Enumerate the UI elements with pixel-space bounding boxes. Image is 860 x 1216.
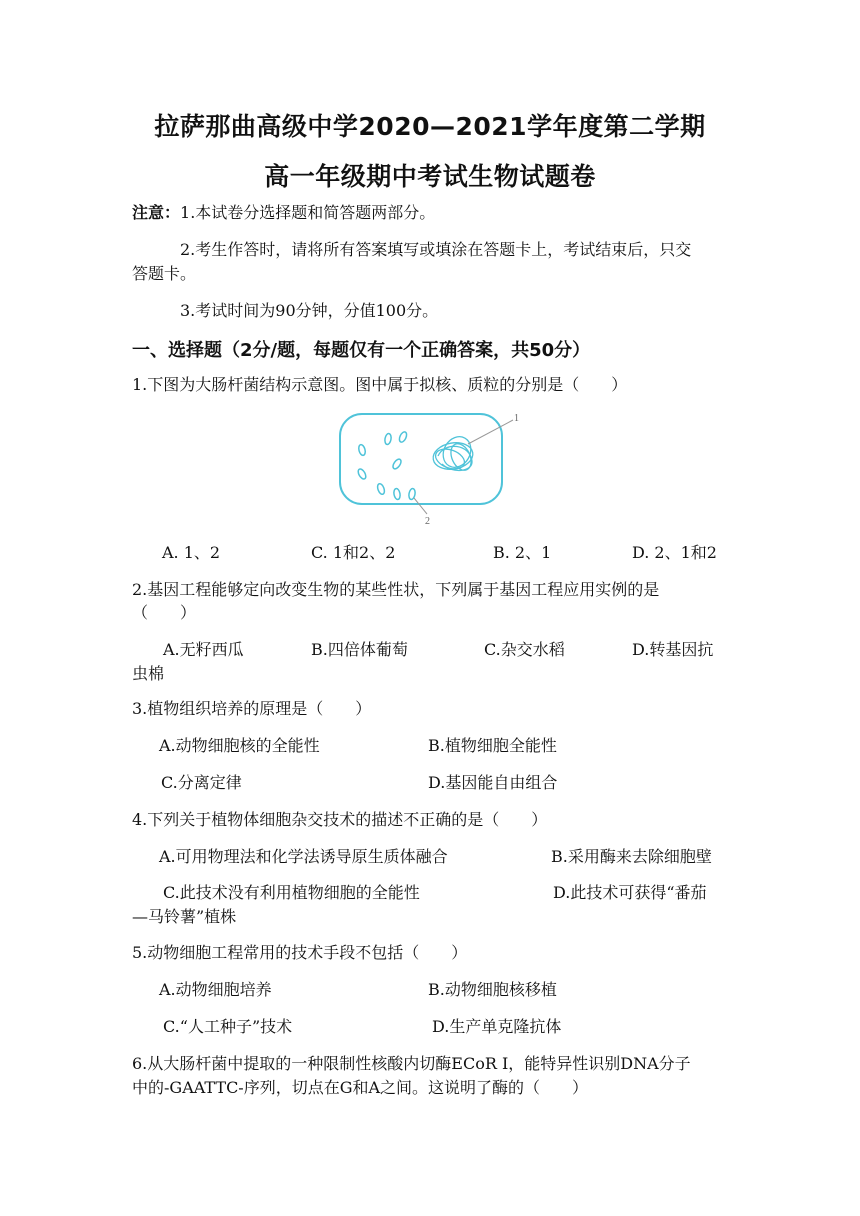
q4-option-d-cont: —马铃薯”植株 bbox=[132, 907, 237, 926]
q2-option-a: A.无籽西瓜 bbox=[163, 640, 244, 659]
q5-option-c: C.“人工种子”技术 bbox=[163, 1017, 293, 1036]
q4-option-c: C.此技术没有利用植物细胞的全能性 bbox=[163, 883, 420, 902]
q5-option-a: A.动物细胞培养 bbox=[159, 980, 272, 999]
plasmid-shape bbox=[357, 468, 368, 481]
q1-option-c: C. 1和2、2 bbox=[311, 543, 396, 562]
ecoli-diagram bbox=[330, 406, 530, 530]
question-1-stem: 1.下图为大肠杆菌结构示意图。图中属于拟核、质粒的分别是（ ） bbox=[132, 375, 628, 394]
q2-option-c: C.杂交水稻 bbox=[484, 640, 565, 659]
question-4-stem: 4.下列关于植物体细胞杂交技术的描述不正确的是（ ） bbox=[132, 810, 548, 829]
plasmid-shape bbox=[393, 488, 401, 500]
plasmid-shape bbox=[398, 431, 408, 444]
q2-option-d-cont: 虫棉 bbox=[132, 664, 165, 683]
q3-option-b: B.植物细胞全能性 bbox=[428, 736, 557, 755]
notice-item-3: 3.考试时间为90分钟，分值100分。 bbox=[180, 301, 439, 320]
notice-line-1 bbox=[132, 201, 742, 225]
question-6-stem: 6.从大肠杆菌中提取的一种限制性核酸内切酶ECoR Ⅰ，能特异性识别DNA分子 bbox=[132, 1054, 691, 1073]
label-line-1 bbox=[468, 420, 513, 444]
q5-option-b: B.动物细胞核移植 bbox=[428, 980, 557, 999]
label-line-2 bbox=[414, 498, 427, 514]
plasmid-shape bbox=[358, 444, 367, 456]
q4-option-b: B.采用酶来去除细胞壁 bbox=[551, 847, 712, 866]
q3-option-c: C.分离定律 bbox=[161, 773, 242, 792]
section-heading: 一、选择题（2分/题，每题仅有一个正确答案，共50分） bbox=[132, 340, 591, 361]
nucleoid-shape bbox=[431, 432, 476, 474]
notice-label: 注意： bbox=[132, 203, 181, 222]
q3-option-a: A.动物细胞核的全能性 bbox=[159, 736, 320, 755]
exam-title: 拉萨那曲高级中学2020—2021学年度第二学期 bbox=[154, 112, 706, 141]
q1-option-a: A. 1、2 bbox=[162, 543, 221, 562]
plasmid-shape bbox=[384, 433, 392, 445]
label-1: 1 bbox=[514, 413, 519, 424]
q4-option-a: A.可用物理法和化学法诱导原生质体融合 bbox=[159, 847, 448, 866]
q4-option-d: D.此技术可获得“番茄 bbox=[553, 883, 707, 902]
q2-option-b: B.四倍体葡萄 bbox=[311, 640, 408, 659]
question-5-stem: 5.动物细胞工程常用的技术手段不包括（ ） bbox=[132, 943, 468, 962]
q1-option-d: D. 2、1和2 bbox=[632, 543, 717, 562]
question-3-stem: 3.植物组织培养的原理是（ ） bbox=[132, 699, 372, 718]
q3-option-d: D.基因能自由组合 bbox=[428, 773, 558, 792]
question-6-stem-cont: 中的-GAATTC-序列，切点在G和A之间。这说明了酶的（ ） bbox=[132, 1078, 589, 1097]
q1-option-b: B. 2、1 bbox=[493, 543, 552, 562]
exam-subtitle: 高一年级期中考试生物试题卷 bbox=[264, 162, 596, 191]
cell-wall-outline bbox=[340, 414, 502, 504]
notice-item-1: 1.本试卷分选择题和简答题两部分。 bbox=[180, 203, 436, 222]
notice-item-2: 2.考生作答时，请将所有答案填写或填涂在答题卡上，考试结束后，只交 bbox=[180, 240, 692, 259]
notice-item-2-cont: 答题卡。 bbox=[132, 264, 197, 283]
question-2-stem: 2.基因工程能够定向改变生物的某些性状，下列属于基因工程应用实例的是 bbox=[132, 580, 660, 599]
label-2: 2 bbox=[425, 516, 430, 527]
q5-option-d: D.生产单克隆抗体 bbox=[432, 1017, 562, 1036]
question-2-stem-cont: （ ） bbox=[132, 603, 197, 622]
plasmid-shape bbox=[376, 483, 385, 495]
plasmid-shape bbox=[391, 458, 402, 470]
q2-option-d: D.转基因抗 bbox=[632, 640, 714, 659]
